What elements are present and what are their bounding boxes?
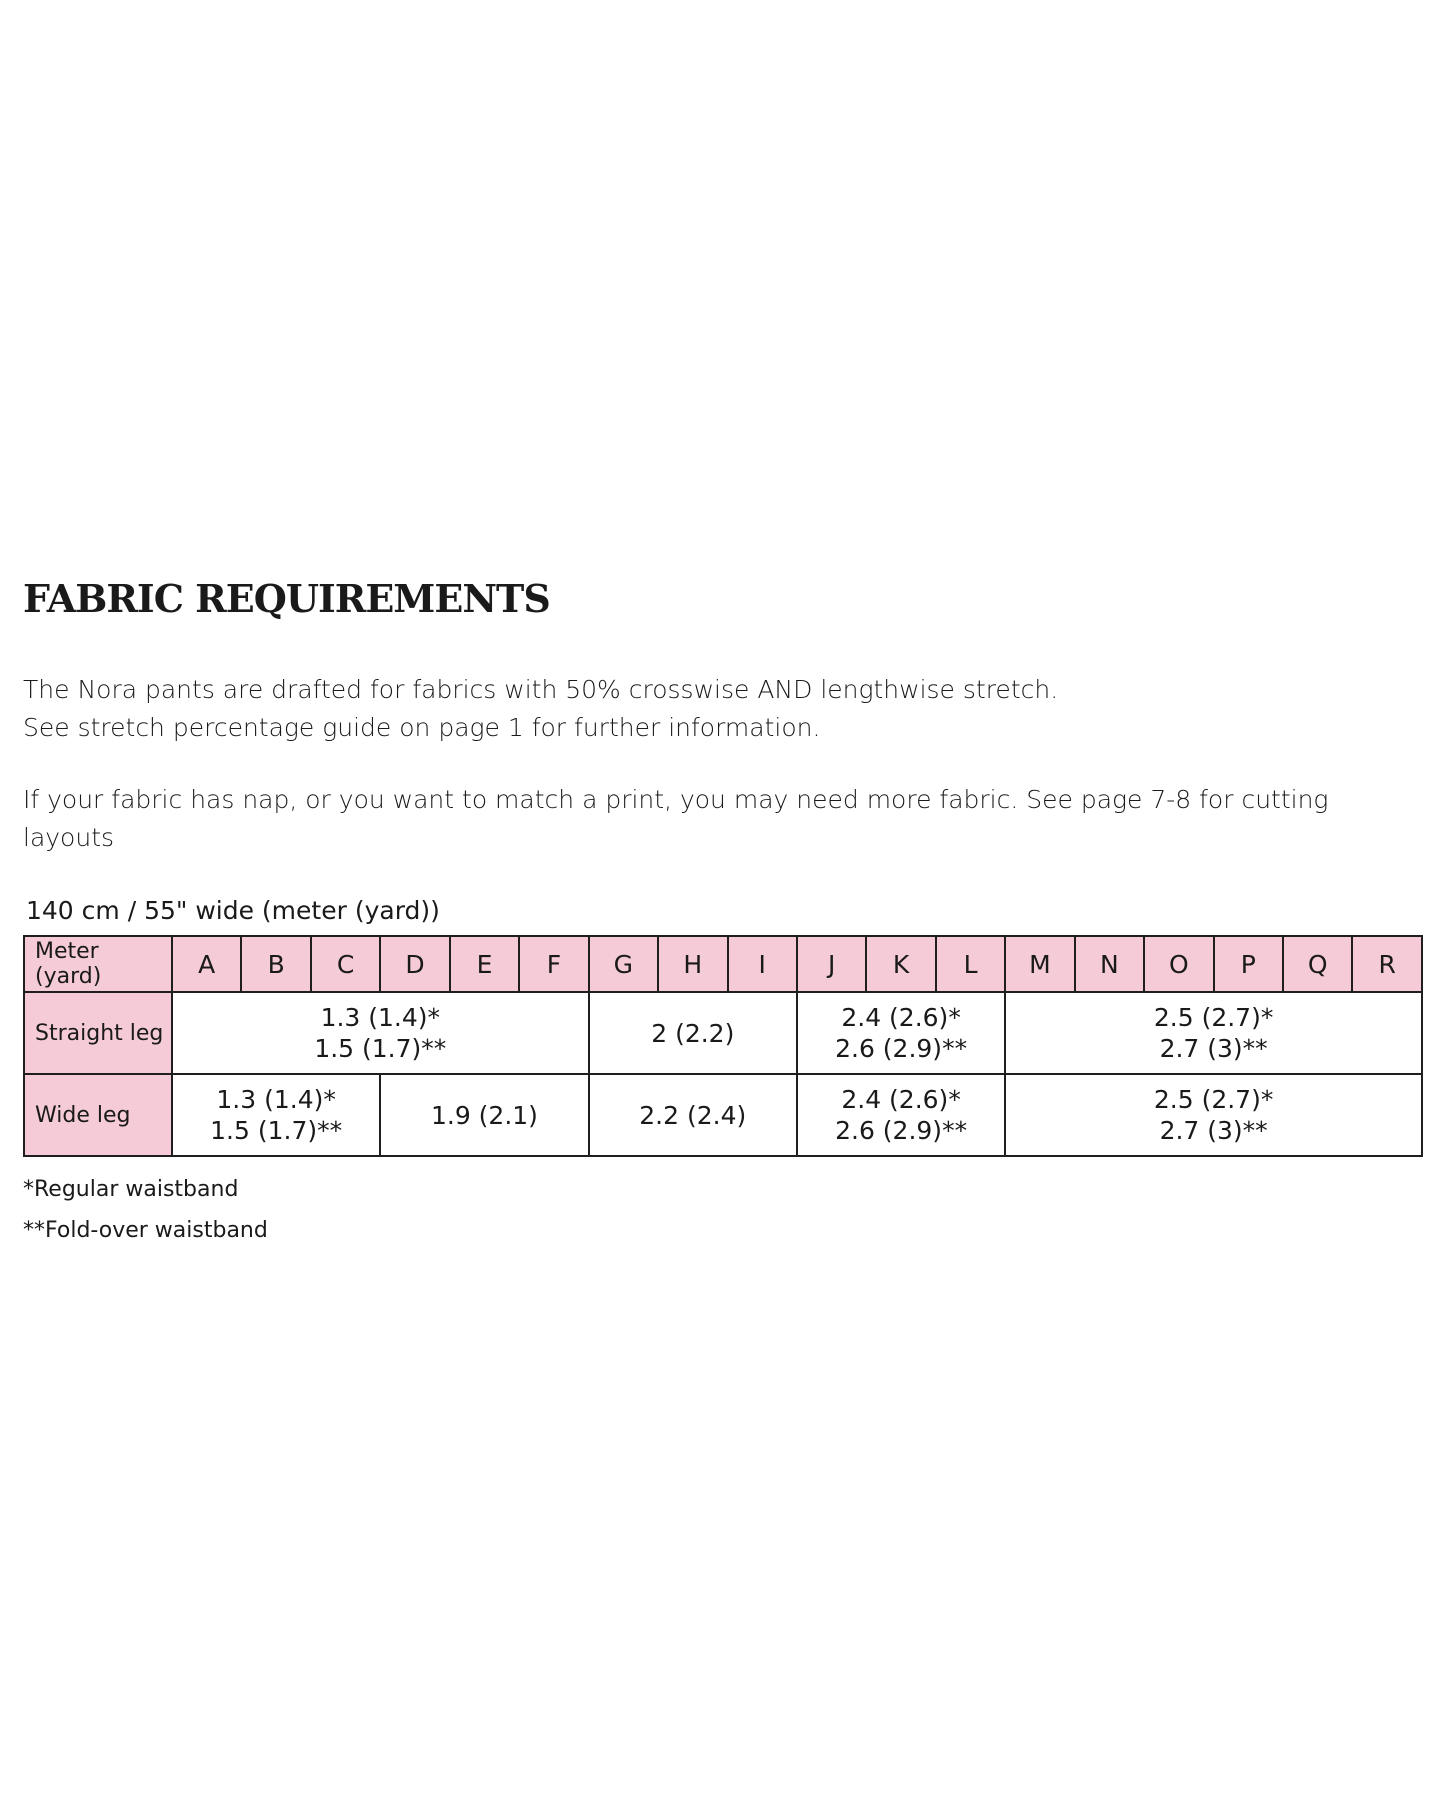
size-header-b: B	[241, 936, 310, 992]
size-header-g: G	[589, 936, 658, 992]
size-header-d: D	[380, 936, 449, 992]
size-header-n: N	[1075, 936, 1144, 992]
size-header-j: J	[797, 936, 866, 992]
fabric-amount-line: 2.2 (2.4)	[639, 1100, 747, 1130]
legend-foldover-waistband: **Fold-over waistband	[23, 1218, 268, 1243]
size-header-h: H	[658, 936, 727, 992]
fabric-amount-line: 2.6 (2.9)**	[835, 1116, 968, 1145]
size-header-p: P	[1214, 936, 1283, 992]
fabric-amount-cell	[797, 992, 1005, 1074]
fabric-requirements-table	[23, 935, 1423, 1157]
fabric-amount-line: 2.7 (3)**	[1159, 1116, 1268, 1145]
fabric-amount-line: 1.3 (1.4)*	[320, 1003, 441, 1032]
fabric-amount-line: 2.4 (2.6)*	[841, 1085, 961, 1114]
size-header-m: M	[1005, 936, 1074, 992]
size-header-i: I	[728, 936, 797, 992]
size-header-f: F	[519, 936, 588, 992]
fabric-amount-cell	[380, 1074, 588, 1156]
table-body	[24, 992, 1422, 1156]
fabric-amount-cell	[589, 1074, 797, 1156]
row-label: Straight leg	[24, 992, 172, 1074]
fabric-amount-line: 2.4 (2.6)*	[841, 1003, 961, 1032]
corner-label: Meter (yard)	[24, 936, 172, 992]
fabric-amount-cell	[589, 992, 797, 1074]
size-header-l: L	[936, 936, 1005, 992]
fabric-amount-line: 1.9 (2.1)	[430, 1100, 538, 1130]
table-caption: 140 cm / 55" wide (meter (yard))	[26, 896, 440, 925]
size-header-a: A	[172, 936, 241, 992]
fabric-amount-line: 1.3 (1.4)*	[216, 1085, 336, 1114]
paragraph-gap	[23, 747, 1423, 781]
size-header-c: C	[311, 936, 380, 992]
fabric-amount-line: 2 (2.2)	[651, 1018, 735, 1048]
fabric-amount-cell	[172, 992, 589, 1074]
intro-line-stretch: The Nora pants are drafted for fabrics with 50% crosswise AND lengthwise stretch.	[23, 675, 1059, 704]
intro-line-nap: If your fabric has nap, or you want to match a print, you may need more fabric. See page 7-8 for cutting layouts	[23, 785, 1329, 852]
size-header-row	[24, 936, 1422, 992]
size-header-k: K	[866, 936, 935, 992]
table-row	[24, 1074, 1422, 1156]
fabric-amount-cell	[797, 1074, 1005, 1156]
fabric-amount-cell	[1005, 1074, 1422, 1156]
fabric-amount-line: 2.6 (2.9)**	[835, 1034, 968, 1063]
size-header-r: R	[1352, 936, 1422, 992]
intro-line-guide: See stretch percentage guide on page 1 for further information.	[23, 713, 821, 742]
legend-regular-waistband: *Regular waistband	[23, 1177, 239, 1202]
fabric-amount-line: 1.5 (1.7)**	[210, 1116, 343, 1145]
fabric-amount-line: 2.5 (2.7)*	[1153, 1085, 1274, 1114]
row-label: Wide leg	[24, 1074, 172, 1156]
fabric-amount-cell	[172, 1074, 380, 1156]
size-header-q: Q	[1283, 936, 1352, 992]
fabric-amount-line: 2.5 (2.7)*	[1153, 1003, 1274, 1032]
table-row	[24, 992, 1422, 1074]
page-title: FABRIC REQUIREMENTS	[23, 576, 550, 621]
fabric-amount-line: 1.5 (1.7)**	[314, 1034, 447, 1063]
legend	[23, 1169, 268, 1251]
intro-text	[23, 671, 1423, 857]
fabric-amount-line: 2.7 (3)**	[1159, 1034, 1268, 1063]
fabric-amount-cell	[1005, 992, 1422, 1074]
size-header-o: O	[1144, 936, 1213, 992]
size-header-e: E	[450, 936, 519, 992]
